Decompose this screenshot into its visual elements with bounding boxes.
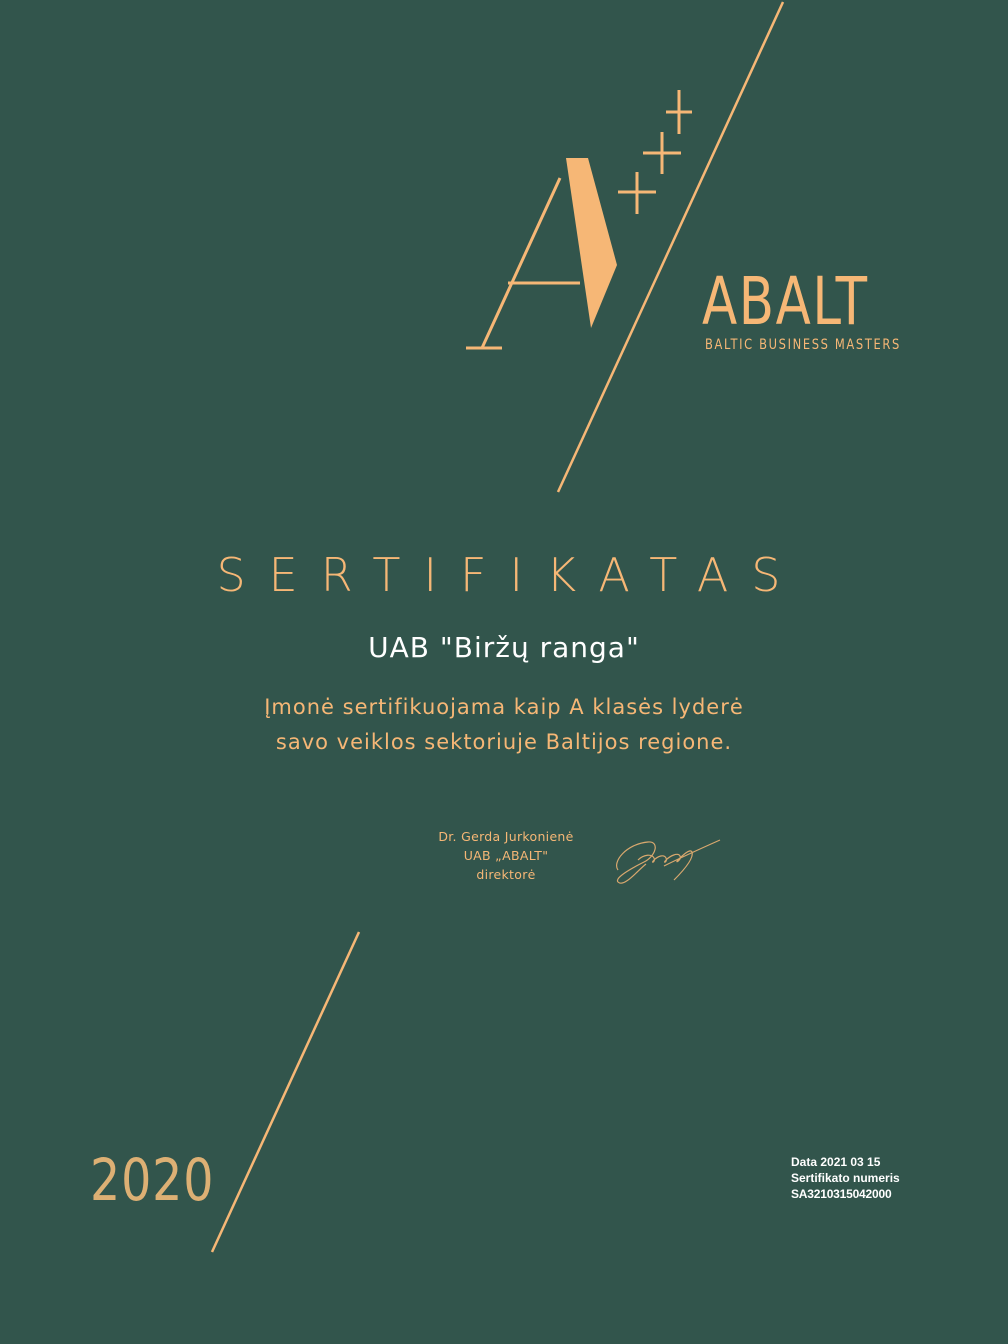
certificate-number: SA3210315042000 [791,1187,892,1201]
company-name: UAB "Biržų ranga" [368,631,640,664]
description-line-2: savo veiklos sektoriuje Baltijos regione. [275,730,733,754]
signer-role: direktorė [476,867,536,882]
a-plus-plus-plus-logo-icon [460,80,700,360]
certificate-title: SERTIFIKATAS [216,548,804,602]
signer-name: Dr. Gerda Jurkonienė [438,829,574,844]
signer-block [400,827,612,884]
description-line-1: Įmonė sertifikuojama kaip A klasės lyderė [264,695,744,719]
year: 2020 [90,1146,215,1214]
certificate-meta [791,1154,900,1202]
issue-date: Data 2021 03 15 [791,1155,881,1169]
brand-name: ABALT [702,263,869,340]
certificate-description [0,690,1008,760]
certificate-number-label: Sertifikato numeris [791,1171,900,1185]
signer-organization: UAB „ABALT" [463,848,549,863]
brand-tagline: BALTIC BUSINESS MASTERS [705,337,901,353]
handwritten-signature-icon [608,830,726,890]
